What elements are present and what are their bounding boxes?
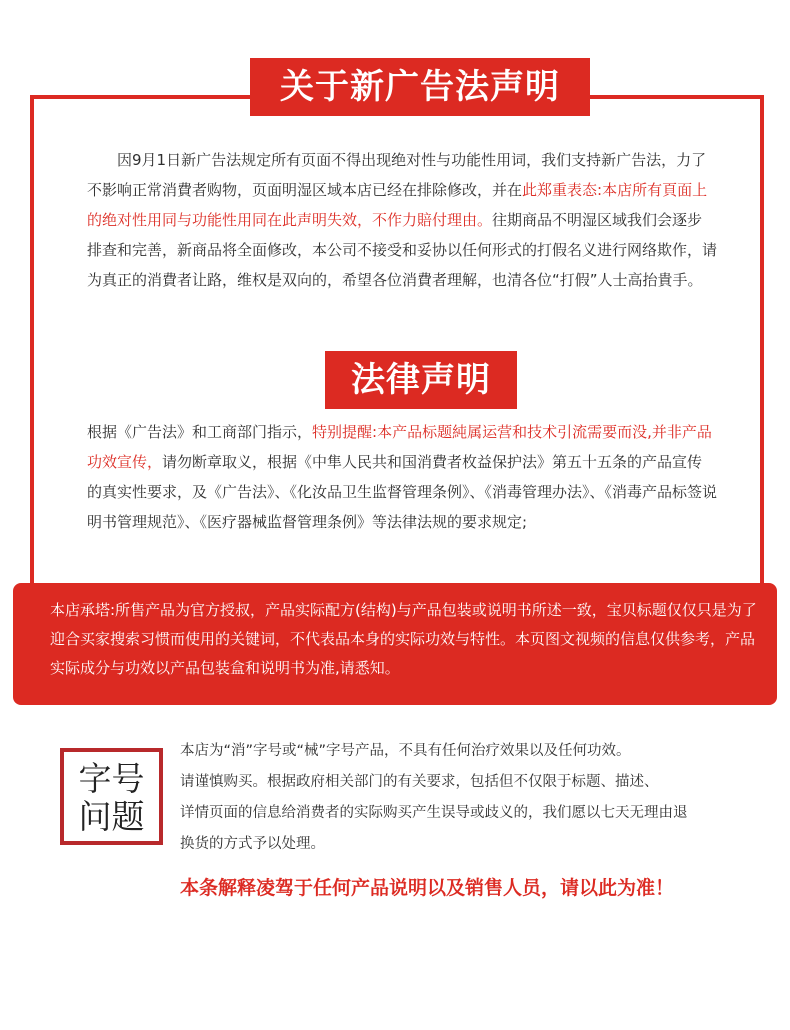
- store-commitment-notice: [13, 583, 777, 705]
- legal-title: 法律声明: [325, 351, 517, 409]
- final-statement: 本条解释凌驾于任何产品说明以及销售人员，请以此为准！: [180, 877, 675, 899]
- char-issue-line: 请谨慎购买。根据政府相关部门的有关要求，包括但不仅限于标题、描述、: [180, 774, 659, 790]
- legal-text-b: 请勿断章取义，根据《中隼人民共和国消費者枚益保护法》第五十五条的产品宣传的真实性要求，及《广告法》、《化汝品卫生监督管理条例》、《消毒管理办法》、《消毒产品标签说明书管理规范》、《医疗器械监督管理条例》等法律法规的要求规定;: [87, 453, 718, 531]
- store-commitment-text: 本店承塔:所售产品为官方授叔，产品实际配方(结构)与产品包装或说明书所述一致，宝贝标题仅仅只是为了迎合买家搜索习惯而使用的关键词，不代表品本身的实际功效与特性。本页图文视频的信息仅供参考，产品实际成分与功效以产品包装盒和说明书为准,请悉知。: [50, 601, 757, 677]
- char-issue-line: 换货的方式予以处理。: [180, 836, 325, 852]
- char-issue-line: 本店为“消”字号或“械”字号产品，不具有任何治疗效果以及任何功效。: [180, 743, 631, 759]
- char-issue-text: [180, 736, 760, 860]
- ad-law-text-a: 因9月1日新广告法规定所有页面不得出现绝对性与功能性用词，我们支持新广告法，力了不影响正常消費者购物，页面明湿区域本店已经在排除修改，并在: [87, 151, 707, 199]
- legal-text-a: 根据《广告法》和工商部门指示，: [87, 423, 313, 441]
- ad-law-title: 关于新广告法声明: [250, 58, 590, 116]
- legal-text-red: 特别提醒:本产品标题純属运营和技术引流需要而没,并非产品功效宣传，: [87, 423, 712, 471]
- ad-law-text-red: 此郑重表态:本店所有頁面上的绝对性用同与功能性用同在此声明失效，不作力賠付理由。: [87, 181, 708, 229]
- char-issue-badge-line2: 问题: [78, 797, 145, 836]
- legal-paragraph: [87, 417, 717, 537]
- ad-law-text-b: 往期商品不明湿区域我们会逐步排查和完善，新商品将全面修改，本公司不接受和妥协以任何形式的打假名义进行网络欺作，请为真正的消費者让路，维权是双向的，希望各位消費者理解，也清各位“打假”人士高抬貴手。: [87, 211, 718, 289]
- char-issue-badge-line1: 字号: [78, 759, 145, 798]
- char-issue-badge: [60, 748, 163, 845]
- ad-law-paragraph: [87, 145, 717, 295]
- char-issue-line: 详情页面的信息给消费者的实际购买产生误导或歧义的，我们愿以七天无理由退: [180, 805, 688, 821]
